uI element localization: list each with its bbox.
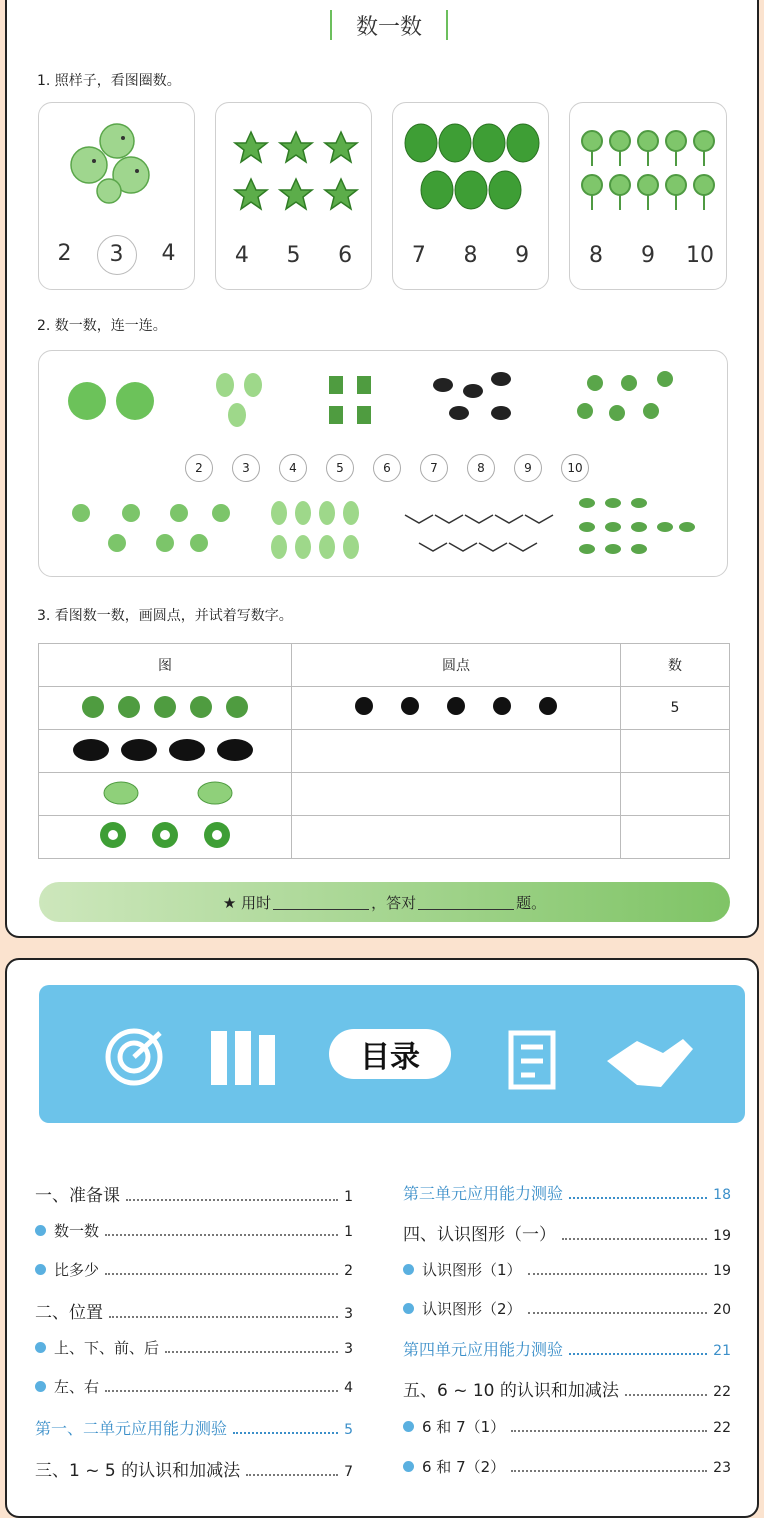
pear-icon <box>271 501 359 559</box>
tulip-icon <box>329 376 371 424</box>
bullet-icon <box>403 1421 414 1432</box>
toc-banner <box>39 985 745 1123</box>
q1-box2-num[interactable]: 5 <box>286 243 301 268</box>
count-cell[interactable] <box>621 730 730 773</box>
toc-entry[interactable]: 一、准备课 1 <box>35 1186 353 1206</box>
footer-time-bar <box>39 882 730 922</box>
q2-number-row <box>185 454 608 482</box>
dragonfly-icon <box>405 515 553 551</box>
q1-box2-num[interactable]: 4 <box>234 243 249 268</box>
footer-text-time: ★ 用时 <box>222 893 272 912</box>
count-cell[interactable]: 5 <box>621 687 730 730</box>
q1-box1-num-circled[interactable]: 3 <box>97 235 137 275</box>
bullet-icon <box>403 1264 414 1275</box>
dots-cell[interactable] <box>292 730 621 773</box>
apple-icon <box>68 382 154 420</box>
q2-number-bubble[interactable]: 7 <box>420 454 448 482</box>
page-title: 数一数 <box>330 10 448 40</box>
bullet-icon <box>403 1303 414 1314</box>
col-header-number: 数 <box>621 644 730 687</box>
q1-box3-num[interactable]: 7 <box>411 243 426 268</box>
notes-icon <box>511 1033 553 1087</box>
toc-entry[interactable]: 二、位置 3 <box>35 1303 353 1323</box>
q1-box-lollipops <box>569 102 727 290</box>
hedgehog-icon <box>39 730 292 773</box>
strawberry-icon <box>216 373 262 427</box>
correct-blank[interactable] <box>418 895 514 910</box>
q1-box-balloons <box>392 102 549 290</box>
q1-box1-num[interactable]: 2 <box>57 241 72 266</box>
dot <box>355 697 373 715</box>
q2-number-bubble[interactable]: 4 <box>279 454 307 482</box>
mushroom-icon <box>433 372 511 420</box>
bullet-icon <box>403 1461 414 1472</box>
toc-entry[interactable]: 认识图形（2） 20 <box>403 1298 731 1319</box>
toc-title: 目录 <box>329 1029 451 1079</box>
table-row <box>39 816 730 859</box>
dot <box>401 697 419 715</box>
octopus-icon <box>72 504 230 552</box>
toc-entry[interactable]: 第一、二单元应用能力测验 5 <box>35 1419 353 1438</box>
table-row <box>39 730 730 773</box>
q2-number-bubble[interactable]: 9 <box>514 454 542 482</box>
q1-box-chicks <box>38 102 195 290</box>
q1-box3-num[interactable]: 9 <box>515 243 530 268</box>
question-2-label: 2. 数一数，连一连。 <box>37 318 167 334</box>
dot <box>539 697 557 715</box>
table-row <box>39 773 730 816</box>
table-row <box>39 687 730 730</box>
dots-cell[interactable] <box>292 816 621 859</box>
q3-table <box>38 643 730 859</box>
q2-number-bubble[interactable]: 5 <box>326 454 354 482</box>
books-icon <box>211 1031 275 1085</box>
leaf-icon <box>39 773 292 816</box>
toc-entry[interactable]: 数一数 1 <box>35 1220 353 1241</box>
q2-number-bubble[interactable]: 8 <box>467 454 495 482</box>
toc-entry[interactable]: 认识图形（1） 19 <box>403 1259 731 1280</box>
balloon-icon <box>393 103 550 223</box>
dot <box>447 697 465 715</box>
dots-cell[interactable] <box>292 773 621 816</box>
toc-entry[interactable]: 三、1 ~ 5 的认识和加减法 7 <box>35 1461 353 1481</box>
fish-icon <box>579 498 695 554</box>
chick-icon <box>39 103 196 223</box>
target-icon <box>108 1031 160 1083</box>
toc-card <box>5 958 759 1518</box>
q2-number-bubble[interactable]: 6 <box>373 454 401 482</box>
q1-box2-num[interactable]: 6 <box>338 243 353 268</box>
toc-entry[interactable]: 五、6 ~ 10 的认识和加减法 22 <box>403 1381 731 1401</box>
dot <box>493 697 511 715</box>
lollipop-icon <box>570 103 728 223</box>
question-1-label: 1. 照样子，看图圈数。 <box>37 73 181 89</box>
q2-number-bubble[interactable]: 2 <box>185 454 213 482</box>
toc-entry[interactable]: 上、下、前、后 3 <box>35 1337 353 1358</box>
q1-box-stars <box>215 102 372 290</box>
q1-box4-num[interactable]: 8 <box>589 243 603 268</box>
time-blank[interactable] <box>273 895 369 910</box>
q1-box4-num[interactable]: 9 <box>641 243 655 268</box>
toc-entry[interactable]: 6 和 7（2） 23 <box>403 1456 731 1477</box>
q1-box4-num[interactable]: 10 <box>686 243 714 268</box>
toc-entry[interactable]: 第三单元应用能力测验 18 <box>403 1184 731 1203</box>
footer-text-end: 题。 <box>516 893 547 912</box>
toc-entry[interactable]: 左、右 4 <box>35 1376 353 1397</box>
q1-box3-num[interactable]: 8 <box>463 243 478 268</box>
col-header-picture: 图 <box>39 644 292 687</box>
q1-box1-num[interactable]: 4 <box>161 241 176 266</box>
handshake-icon <box>607 1039 693 1087</box>
dots-cell[interactable] <box>292 687 621 730</box>
col-header-dots: 圆点 <box>292 644 621 687</box>
bullet-icon <box>35 1225 46 1236</box>
star-icon <box>216 103 373 223</box>
worksheet-card <box>5 0 759 938</box>
flower-icon <box>39 816 292 859</box>
bullet-icon <box>35 1264 46 1275</box>
count-cell[interactable] <box>621 816 730 859</box>
footer-text-correct: ，答对 <box>371 893 417 912</box>
toc-entry[interactable]: 比多少 2 <box>35 1259 353 1280</box>
toc-entry[interactable]: 四、认识图形（一） 19 <box>403 1225 731 1245</box>
acorn-icon <box>39 687 292 730</box>
toc-entry[interactable]: 6 和 7（1） 22 <box>403 1416 731 1437</box>
toc-entry[interactable]: 第四单元应用能力测验 21 <box>403 1340 731 1359</box>
count-cell[interactable] <box>621 773 730 816</box>
bullet-icon <box>35 1381 46 1392</box>
q2-number-bubble[interactable]: 3 <box>232 454 260 482</box>
question-3-label: 3. 看图数一数，画圆点，并试着写数字。 <box>37 608 293 624</box>
bullet-icon <box>35 1342 46 1353</box>
q2-match-box <box>38 350 728 577</box>
q2-number-bubble[interactable]: 10 <box>561 454 589 482</box>
bug-icon <box>577 371 673 421</box>
